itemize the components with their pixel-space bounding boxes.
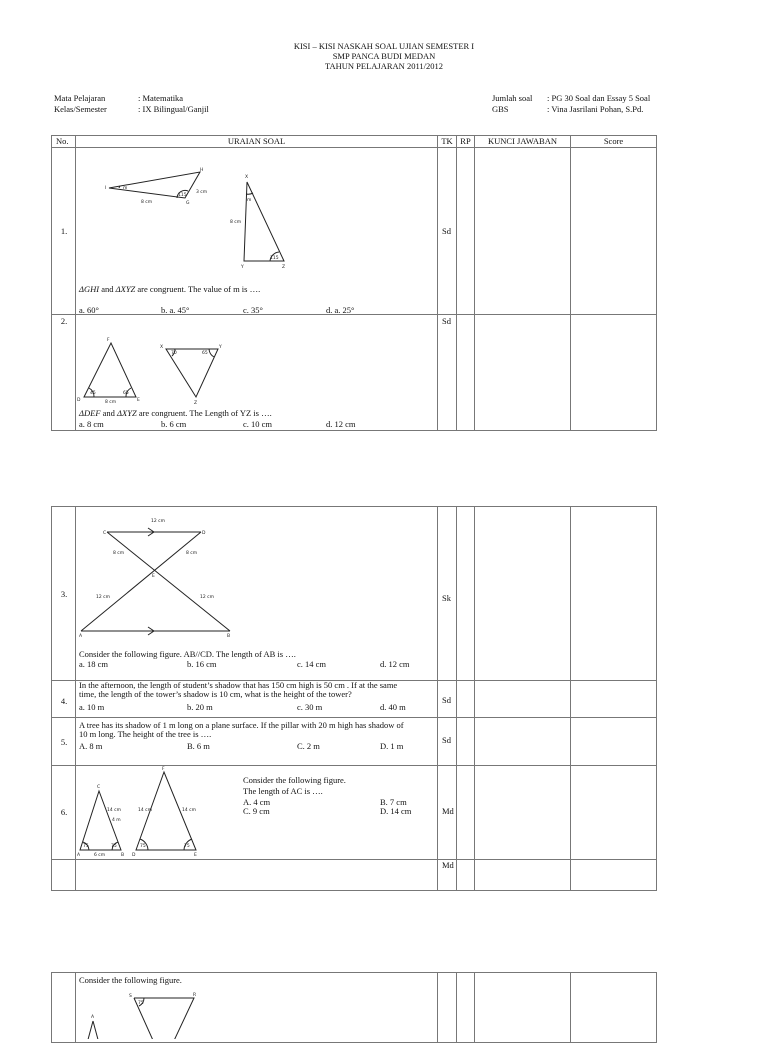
angle-b: 75 xyxy=(111,844,117,849)
question-number: 6. xyxy=(60,807,68,817)
header-uraian: URAIAN SOAL xyxy=(76,136,438,148)
score-cell xyxy=(571,860,657,891)
stem-and: and xyxy=(99,284,116,294)
answer-key-cell xyxy=(475,315,571,431)
question-4-stem-line-1: In the afternoon, the length of student’s shadow that has 150 cm high is 50 cm . If at the same xyxy=(79,680,398,690)
class-value: : IX Bilingual/Ganjil xyxy=(138,104,209,114)
rp-cell xyxy=(457,507,475,681)
option-a: a. 8 cm xyxy=(79,419,104,429)
option-c: c. 30 m xyxy=(297,702,323,712)
header-score: Score xyxy=(571,136,657,148)
header-kunci: KUNCI JAWABAN xyxy=(475,136,571,148)
option-a: a. 60° xyxy=(79,305,99,315)
tk-value: Sk xyxy=(442,593,451,603)
option-b: b. a. 45° xyxy=(161,305,190,315)
option-d: D. 1 m xyxy=(380,741,404,751)
option-d: D. 14 cm xyxy=(380,806,412,816)
angle-e: 65 xyxy=(123,391,129,396)
question-row-4 xyxy=(52,681,657,718)
question-6-stem-line-2: The length of AC is …. xyxy=(243,786,323,796)
question-4-stem-line-2: time, the length of the tower’s shadow is 10 cm, what is the height of the tower? xyxy=(79,689,352,699)
count-label: Jumlah soal xyxy=(492,93,533,103)
angle-s: 75 xyxy=(138,1001,144,1006)
teacher-label: GBS xyxy=(492,104,509,114)
question-row-6 xyxy=(52,766,657,860)
side-de: 8 cm xyxy=(105,400,117,405)
vertex-d: D xyxy=(202,531,206,536)
segment-da xyxy=(81,532,201,631)
subject-info xyxy=(54,93,209,115)
option-c: c. 14 cm xyxy=(297,659,327,669)
answer-key-cell xyxy=(475,718,571,766)
question-8-stem: Consider the following figure. xyxy=(79,975,182,985)
angle-i: m xyxy=(123,186,128,191)
question-table-3 xyxy=(51,972,657,1043)
stem-rest: are congruent. The value of m is …. xyxy=(135,284,261,294)
vertex-h: H xyxy=(200,168,204,173)
question-5-stem-line-1: A tree has its shadow of 1 m long on a plane surface. If the pillar with 20 m high has shadow of xyxy=(79,720,404,730)
title-line-3: TAHUN PELAJARAN 2011/2012 xyxy=(324,61,443,71)
segment-cb xyxy=(107,532,230,631)
option-b: b. 6 cm xyxy=(161,419,187,429)
option-c: C. 9 cm xyxy=(243,806,270,816)
angle-x: m xyxy=(247,198,252,203)
side-df: 14 cm xyxy=(138,808,153,813)
vertex-c: C xyxy=(97,785,101,790)
question-row-7 xyxy=(52,860,657,891)
header-rp: RP xyxy=(457,136,475,148)
rp-cell xyxy=(457,148,475,315)
option-a: a. 10 m xyxy=(79,702,105,712)
stem-and: and xyxy=(100,408,118,418)
rp-cell xyxy=(457,681,475,718)
option-d: d. 12 cm xyxy=(326,419,356,429)
vertex-f: F xyxy=(162,767,165,772)
option-d: d. a. 25° xyxy=(326,305,355,315)
question-row-1 xyxy=(52,148,657,315)
option-d: d. 40 m xyxy=(380,702,406,712)
triangle-def xyxy=(84,343,136,397)
question-number: 2. xyxy=(60,316,68,326)
answer-key-cell xyxy=(475,973,571,1043)
angle-g: 115 xyxy=(178,193,187,198)
option-d: d. 12 cm xyxy=(380,659,410,669)
question-2-stem xyxy=(79,408,272,418)
header-no: No. xyxy=(52,136,76,148)
angle-d: 75 xyxy=(140,844,146,849)
rp-cell xyxy=(457,315,475,431)
subject-label: Mata Pelajaran xyxy=(54,93,106,103)
angle-y2: 65 xyxy=(202,351,208,356)
length-cd: 12 cm xyxy=(151,519,166,524)
rp-cell xyxy=(457,860,475,891)
question-row-8 xyxy=(52,973,657,1043)
vertex-b: B xyxy=(121,853,125,858)
stem-rest: are congruent. The Length of YZ is …. xyxy=(136,408,272,418)
tk-value: Md xyxy=(442,806,454,816)
question-table-2 xyxy=(51,506,657,891)
question-row-3 xyxy=(52,507,657,681)
vertex-d: D xyxy=(132,853,136,858)
angle-a: 75 xyxy=(83,844,89,849)
question-table-1 xyxy=(51,135,657,431)
vertex-e: E xyxy=(137,398,140,403)
title-line-2: SMP PANCA BUDI MEDAN xyxy=(332,51,436,61)
rp-cell xyxy=(457,973,475,1043)
length-ce: 8 cm xyxy=(113,551,125,556)
side-ab: 6 cm xyxy=(94,853,106,858)
vertex-f: F xyxy=(107,338,110,343)
tk-value: Sd xyxy=(442,695,451,705)
question-3-stem: Consider the following figure. AB//CD. The length of AB is …. xyxy=(79,649,296,659)
figure-q6-triangles xyxy=(76,766,236,860)
score-cell xyxy=(571,315,657,431)
option-b: b. 20 m xyxy=(187,702,213,712)
answer-key-cell xyxy=(475,681,571,718)
table-header-row xyxy=(52,136,657,148)
triangle-ghi-symbol: ΔGHI xyxy=(79,284,100,294)
option-c: c. 35° xyxy=(243,305,263,315)
answer-key-cell xyxy=(475,860,571,891)
header-tk: TK xyxy=(438,136,457,148)
triangle-xyz-symbol: ΔXYZ xyxy=(117,408,137,418)
title-line-1: KISI – KISI NASKAH SOAL UJIAN SEMESTER I xyxy=(293,41,475,51)
figure-q3-hourglass xyxy=(76,507,438,647)
vertex-d: D xyxy=(77,398,81,403)
tk-value: Sd xyxy=(442,316,451,326)
length-ea: 12 cm xyxy=(96,595,111,600)
rp-cell xyxy=(457,718,475,766)
angle-z: 115 xyxy=(270,256,279,261)
side-ig: 8 cm xyxy=(141,200,153,205)
triangle-def-symbol: ΔDEF xyxy=(79,408,101,418)
length-eb: 12 cm xyxy=(200,595,215,600)
triangle-xyz-symbol: ΔXYZ xyxy=(115,284,136,294)
side-ac: 14 cm xyxy=(107,808,122,813)
angle-e: 75 xyxy=(184,844,190,849)
angle-x2: 70 xyxy=(171,351,177,356)
question-number: 5. xyxy=(60,737,68,747)
tk-value: Sd xyxy=(442,735,451,745)
vertex-c: C xyxy=(103,531,107,536)
side-bc: 4 m xyxy=(112,818,121,823)
triangle-xyz-q2 xyxy=(166,349,218,397)
score-cell xyxy=(571,507,657,681)
option-b: B. 6 m xyxy=(187,741,210,751)
angle-d: 45 xyxy=(90,391,96,396)
option-c: C. 2 m xyxy=(297,741,320,751)
vertex-y: Y xyxy=(241,265,244,270)
question-1-stem xyxy=(79,284,260,294)
option-b: b. 16 cm xyxy=(187,659,217,669)
vertex-e: E xyxy=(152,574,155,579)
vertex-x: X xyxy=(245,175,249,180)
length-de: 8 cm xyxy=(186,551,198,556)
figure-q1-triangles xyxy=(76,148,438,273)
angle-arc-y2 xyxy=(209,349,214,357)
vertex-z: Z xyxy=(282,265,286,270)
score-cell xyxy=(571,766,657,860)
class-label: Kelas/Semester xyxy=(54,104,107,114)
exam-info xyxy=(492,93,650,115)
question-number: 1. xyxy=(60,226,68,236)
vertex-a: A xyxy=(77,853,81,858)
figure-q2-triangles xyxy=(76,315,438,411)
count-value: : PG 30 Soal dan Essay 5 Soal xyxy=(547,93,651,103)
option-a: A. 4 cm xyxy=(243,797,271,807)
vertex-i: I xyxy=(105,186,107,191)
figure-q8-triangles xyxy=(76,987,256,1039)
score-cell xyxy=(571,681,657,718)
vertex-a: A xyxy=(91,1015,95,1020)
answer-key-cell xyxy=(475,766,571,860)
score-cell xyxy=(571,973,657,1043)
vertex-g: G xyxy=(186,201,190,206)
question-number: 4. xyxy=(60,696,68,706)
side-ef: 14 cm xyxy=(182,808,197,813)
question-row-2 xyxy=(52,315,657,431)
score-cell xyxy=(571,148,657,315)
vertex-s: S xyxy=(129,994,132,999)
option-a: A. 8 m xyxy=(79,741,103,751)
side-gh: 3 cm xyxy=(196,190,208,195)
question-row-5 xyxy=(52,718,657,766)
subject-value: : Matematika xyxy=(138,93,184,103)
vertex-x2: X xyxy=(160,345,164,350)
option-a: a. 18 cm xyxy=(79,659,109,669)
option-c: c. 10 cm xyxy=(243,419,273,429)
question-6-stem-line-1: Consider the following figure. xyxy=(243,775,346,785)
vertex-z2: Z xyxy=(194,401,198,406)
answer-key-cell xyxy=(475,507,571,681)
tk-value: Md xyxy=(442,860,454,870)
vertex-e: E xyxy=(194,853,197,858)
answer-key-cell xyxy=(475,148,571,315)
vertex-b: B xyxy=(227,634,231,639)
tk-value: Sd xyxy=(442,226,451,236)
side-xz: 8 cm xyxy=(230,220,242,225)
option-b: B. 7 cm xyxy=(380,797,407,807)
score-cell xyxy=(571,718,657,766)
question-number: 3. xyxy=(60,589,68,599)
rp-cell xyxy=(457,766,475,860)
question-5-stem-line-2: 10 m long. The height of the tree is …. xyxy=(79,729,212,739)
vertex-r: R xyxy=(193,993,197,998)
vertex-y2: Y xyxy=(219,345,222,350)
vertex-a: A xyxy=(79,634,83,639)
teacher-value: : Vina Jasrilani Pohan, S.Pd. xyxy=(547,104,644,114)
